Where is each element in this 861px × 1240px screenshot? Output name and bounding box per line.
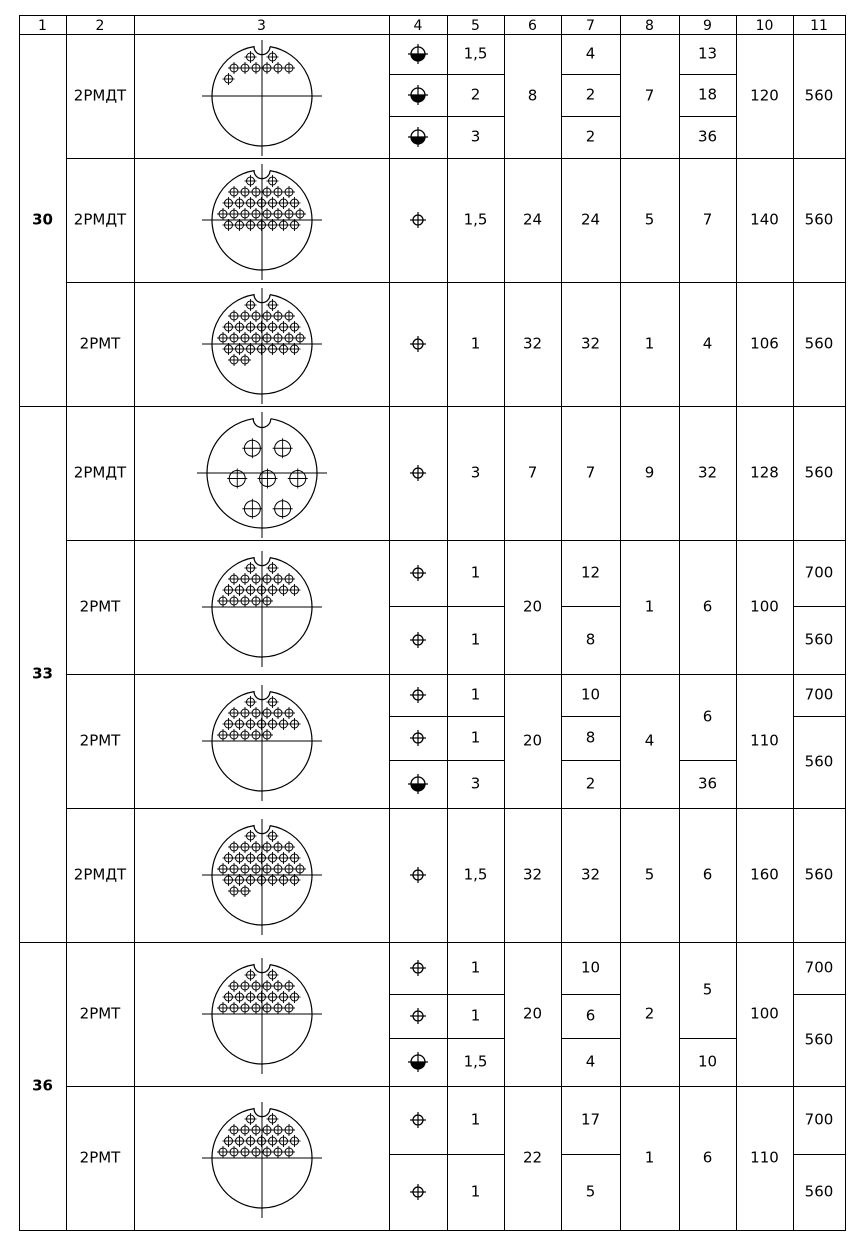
wire-section-value: 1 <box>470 1006 481 1025</box>
header-cell: 1 <box>38 17 47 34</box>
contacts-total-value: 24 <box>522 210 543 229</box>
col10-value: 110 <box>750 1148 779 1167</box>
grid-line <box>561 606 621 607</box>
header-cell: 9 <box>703 17 712 34</box>
voltage-value: 560 <box>804 630 834 649</box>
header-cell: 5 <box>471 17 480 34</box>
grid-line <box>66 282 846 283</box>
col10-value: 106 <box>750 334 779 353</box>
voltage-value: 560 <box>804 865 834 884</box>
current-value: 6 <box>702 1148 713 1167</box>
wire-section-value: 3 <box>470 774 481 793</box>
col8-value: 2 <box>644 1004 655 1023</box>
grid-line <box>561 1154 621 1155</box>
contacts-count-value: 2 <box>585 127 596 146</box>
group-label: 33 <box>32 664 53 683</box>
grid-line <box>447 15 448 1231</box>
current-value: 36 <box>697 127 718 146</box>
col10-value: 110 <box>750 731 779 750</box>
grid-line <box>561 716 621 717</box>
grid-line <box>389 74 505 75</box>
wire-section-value: 1 <box>470 958 481 977</box>
wire-section-value: 1,5 <box>463 1052 488 1071</box>
contact-half-filled-icon <box>406 83 430 107</box>
contacts-total-value: 20 <box>522 1004 543 1023</box>
current-value: 18 <box>697 85 718 104</box>
current-value: 36 <box>697 774 718 793</box>
connector-face-diagram <box>200 813 324 937</box>
header-cell: 3 <box>257 17 266 34</box>
header-cell: 6 <box>528 17 537 34</box>
grid-line <box>793 994 846 995</box>
current-value: 10 <box>697 1052 718 1071</box>
grid-line <box>66 808 846 809</box>
header-cell: 2 <box>95 17 105 34</box>
grid-line <box>845 15 846 1231</box>
header-cell: 10 <box>755 17 774 34</box>
connector-face-diagram <box>200 158 324 282</box>
contact-pin-icon <box>406 1180 430 1204</box>
contacts-count-value: 2 <box>585 85 596 104</box>
wire-section-value: 1,5 <box>463 210 488 229</box>
col10-value: 100 <box>750 597 779 616</box>
connector-face-diagram <box>200 34 324 158</box>
wire-section-value: 3 <box>470 463 481 482</box>
contact-pin-icon <box>406 956 430 980</box>
col10-value: 140 <box>750 210 779 229</box>
voltage-value: 700 <box>804 563 834 582</box>
contact-half-filled-icon <box>406 125 430 149</box>
grid-line <box>389 760 505 761</box>
col8-value: 1 <box>644 597 655 616</box>
contacts-count-value: 4 <box>585 44 596 63</box>
wire-section-value: 1 <box>470 728 481 747</box>
contacts-total-value: 8 <box>527 86 538 105</box>
grid-line <box>389 716 505 717</box>
contacts-total-value: 7 <box>527 463 538 482</box>
grid-line <box>389 116 505 117</box>
connector-face-diagram <box>200 679 324 803</box>
contacts-count-value: 10 <box>580 685 601 704</box>
contact-half-filled-icon <box>406 42 430 66</box>
contacts-count-value: 12 <box>580 563 601 582</box>
contact-pin-icon <box>406 208 430 232</box>
contacts-count-value: 10 <box>580 958 601 977</box>
current-value: 5 <box>702 980 713 999</box>
grid-line <box>389 15 390 1231</box>
contact-half-filled-icon <box>406 1050 430 1074</box>
contacts-total-value: 32 <box>522 334 543 353</box>
voltage-value: 700 <box>804 958 834 977</box>
wire-section-value: 1,5 <box>463 44 488 63</box>
col8-value: 1 <box>644 1148 655 1167</box>
voltage-value: 560 <box>804 86 834 105</box>
group-label: 30 <box>32 210 53 229</box>
contacts-total-value: 20 <box>522 597 543 616</box>
wire-section-value: 1 <box>470 334 481 353</box>
grid-line <box>504 15 505 1231</box>
grid-line <box>66 406 846 407</box>
col8-value: 4 <box>644 731 655 750</box>
contacts-count-value: 8 <box>585 728 596 747</box>
grid-line <box>66 1086 846 1087</box>
grid-line <box>66 34 846 35</box>
col10-value: 128 <box>750 463 779 482</box>
wire-section-value: 1 <box>470 630 481 649</box>
header-cell: 7 <box>586 17 595 34</box>
contact-pin-icon <box>406 1004 430 1028</box>
contacts-count-value: 7 <box>585 463 596 482</box>
grid-line <box>66 942 846 943</box>
contacts-count-value: 2 <box>585 774 596 793</box>
contacts-count-value: 4 <box>585 1052 596 1071</box>
connector-face-diagram <box>200 545 324 669</box>
grid-line <box>679 116 737 117</box>
grid-line <box>66 158 846 159</box>
grid-line <box>19 15 846 16</box>
grid-line <box>561 760 621 761</box>
col8-value: 7 <box>644 86 655 105</box>
contact-pin-icon <box>406 332 430 356</box>
current-value: 32 <box>697 463 718 482</box>
grid-line <box>66 540 846 541</box>
current-value: 6 <box>702 865 713 884</box>
grid-line <box>620 15 621 1231</box>
connector-face-diagram <box>200 282 324 406</box>
current-value: 7 <box>702 210 713 229</box>
grid-line <box>793 606 846 607</box>
group-label: 36 <box>32 1076 53 1095</box>
col10-value: 120 <box>750 86 779 105</box>
grid-line <box>389 994 505 995</box>
connector-type: 2РМТ <box>79 731 121 750</box>
grid-line <box>679 74 737 75</box>
contacts-count-value: 5 <box>585 1182 596 1201</box>
contact-pin-icon <box>406 628 430 652</box>
contacts-total-value: 32 <box>522 865 543 884</box>
wire-section-value: 1,5 <box>463 865 488 884</box>
wire-section-value: 2 <box>470 85 481 104</box>
grid-line <box>389 1154 505 1155</box>
header-cell: 8 <box>645 17 654 34</box>
contact-pin-icon <box>406 561 430 585</box>
connector-face-diagram <box>200 952 324 1076</box>
wire-section-value: 3 <box>470 127 481 146</box>
voltage-value: 560 <box>804 463 834 482</box>
wire-section-value: 1 <box>470 1110 481 1129</box>
grid-line <box>736 15 737 1231</box>
contacts-total-value: 20 <box>522 731 543 750</box>
grid-line <box>561 74 621 75</box>
grid-line <box>389 1038 505 1039</box>
contacts-count-value: 6 <box>585 1006 596 1025</box>
wire-section-value: 1 <box>470 1182 481 1201</box>
grid-line <box>561 1038 621 1039</box>
current-value: 6 <box>702 707 713 726</box>
grid-line <box>561 116 621 117</box>
contact-pin-icon <box>406 726 430 750</box>
col10-value: 160 <box>750 865 779 884</box>
connector-type: 2РМДТ <box>73 865 127 884</box>
grid-line <box>793 1154 846 1155</box>
connector-type: 2РМДТ <box>73 86 127 105</box>
grid-line <box>679 15 680 1231</box>
contact-pin-icon <box>406 1108 430 1132</box>
col10-value: 100 <box>750 1004 779 1023</box>
voltage-value: 700 <box>804 1110 834 1129</box>
connector-type: 2РМДТ <box>73 463 127 482</box>
voltage-value: 560 <box>804 1030 834 1049</box>
grid-line <box>389 606 505 607</box>
col8-value: 1 <box>644 334 655 353</box>
wire-section-value: 1 <box>470 685 481 704</box>
connector-face-diagram <box>195 406 329 540</box>
connector-face-diagram <box>200 1096 324 1220</box>
voltage-value: 560 <box>804 752 834 771</box>
connector-type: 2РМТ <box>79 1148 121 1167</box>
contact-half-filled-icon <box>406 772 430 796</box>
grid-line <box>19 15 20 1231</box>
current-value: 4 <box>702 334 713 353</box>
current-value: 13 <box>697 44 718 63</box>
header-cell: 4 <box>413 17 423 34</box>
voltage-value: 560 <box>804 210 834 229</box>
voltage-value: 560 <box>804 334 834 353</box>
grid-line <box>793 15 794 1231</box>
contacts-count-value: 32 <box>580 334 601 353</box>
current-value: 6 <box>702 597 713 616</box>
voltage-value: 700 <box>804 685 834 704</box>
voltage-value: 560 <box>804 1182 834 1201</box>
grid-line <box>66 15 67 1231</box>
contact-pin-icon <box>406 461 430 485</box>
connector-type: 2РМТ <box>79 597 121 616</box>
contacts-count-value: 32 <box>580 865 601 884</box>
contacts-total-value: 22 <box>522 1148 543 1167</box>
contacts-count-value: 17 <box>580 1110 601 1129</box>
grid-line <box>679 1038 737 1039</box>
grid-line <box>561 994 621 995</box>
grid-line <box>679 760 737 761</box>
grid-line <box>793 716 846 717</box>
grid-line <box>66 1230 846 1231</box>
connector-type: 2РМТ <box>79 1004 121 1023</box>
col8-value: 5 <box>644 210 655 229</box>
connector-type: 2РМДТ <box>73 210 127 229</box>
contacts-count-value: 8 <box>585 630 596 649</box>
col8-value: 5 <box>644 865 655 884</box>
col8-value: 9 <box>644 463 655 482</box>
contact-pin-icon <box>406 863 430 887</box>
header-cell: 11 <box>810 17 828 34</box>
contacts-count-value: 24 <box>580 210 601 229</box>
grid-line <box>66 674 846 675</box>
contact-pin-icon <box>406 683 430 707</box>
wire-section-value: 1 <box>470 563 481 582</box>
connector-type: 2РМТ <box>79 334 121 353</box>
grid-line <box>561 15 562 1231</box>
grid-line <box>134 15 135 1231</box>
